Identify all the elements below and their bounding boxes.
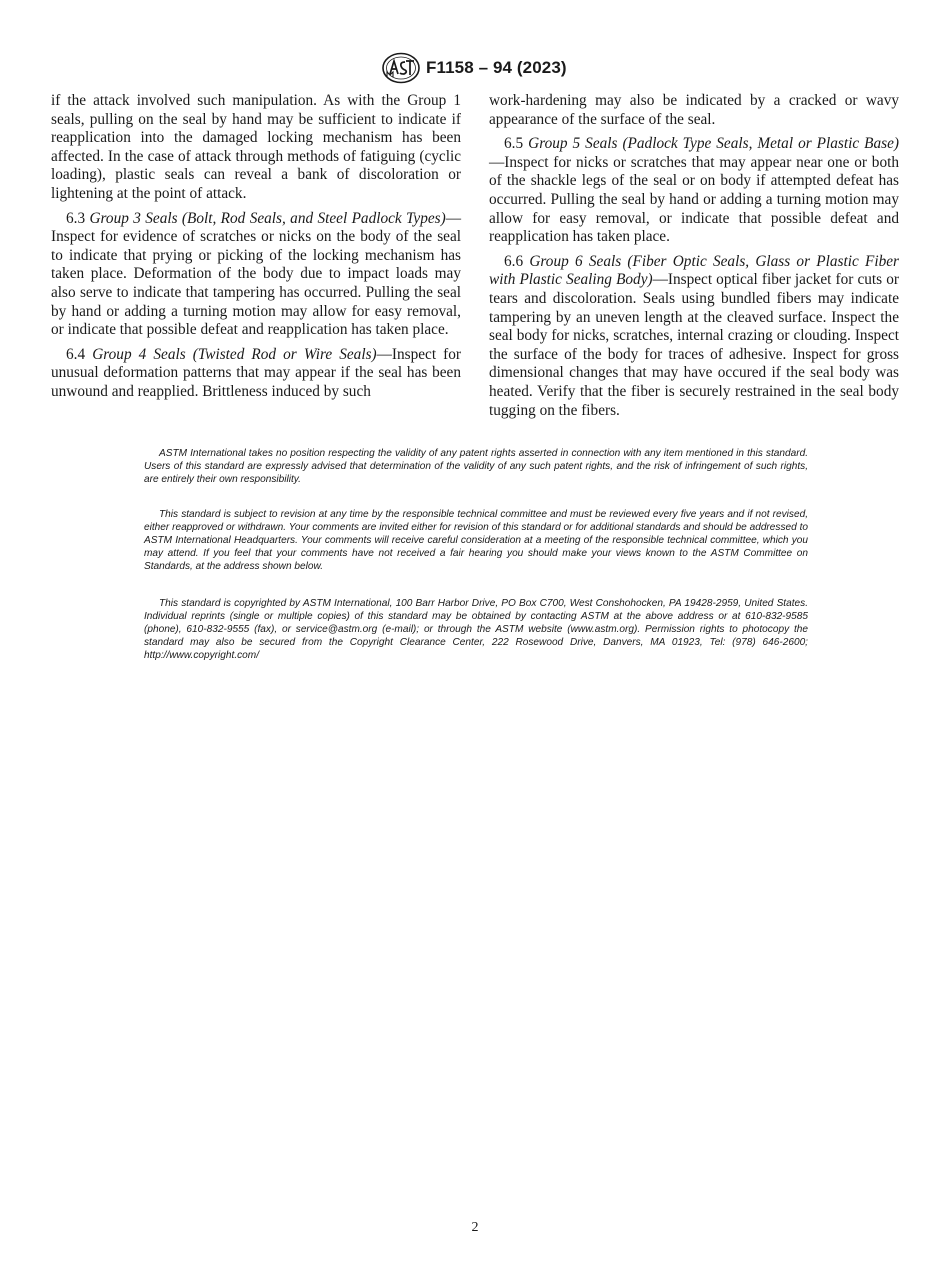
section-title: Group 5 Seals (Padlock Type Seals, Metal or Plastic Base) [528, 135, 899, 153]
section-text: —Inspect for evidence of scratches or nicks on the body of the seal to indicate that prying or picking of the locking mechanism has taken place. Deformation of the body due to impact loads may also serve to indicate that tampering has occurred. Pulling the seal by hand or adding a turning motion may allow for easy removal, or indicate that possible defeat and reapplication has taken place. [51, 209, 461, 339]
page-header [0, 52, 950, 84]
section-text: —Inspect optical fiber jacket for cuts or tears and discoloration. Seals using bundled fibers may indicate tampering by an uneven length at the cleaved surface. Inspect the seal body for nicks, scratches, internal crazing or clouding. Inspect the surface of the body for traces of adhesive. Inspect for gross dimensional changes that may have occured if the seal body was heated. Verify that the fiber is securely restrained in the seal body tugging on the fibers. [489, 271, 899, 419]
section-6-4 [51, 346, 461, 402]
astm-logo-icon [381, 52, 421, 84]
section-6-3 [51, 210, 461, 340]
revision-notice: This standard is subject to revision at any time by the responsible technical committee and must be reviewed every five years and if not revised, either reapproved or withdrawn. Your comments are invited either for revision of this standard or for additional standards and should be addressed to ASTM International Headquarters. Your comments will receive careful consideration at a meeting of the responsible technical committee, which you may attend. If you feel that your comments have not received a fair hearing you should make your views known to the ASTM Committee on Standards, at the address shown below. [144, 509, 808, 572]
left-column [51, 92, 461, 408]
page-number: 2 [471, 1220, 479, 1235]
section-6-6 [489, 253, 899, 420]
copyright-notice: This standard is copyrighted by ASTM International, 100 Barr Harbor Drive, PO Box C700, West Conshohocken, PA 19428-2959, United States. Individual reprints (single or multiple copies) of this standard may be obtained by contacting ASTM at the above address or at 610-832-9585 (phone), 610-832-9555 (fax), or service@astm.org (e-mail); or through the ASTM website (www.astm.org). Permission rights to photocopy the standard may also be secured from the Copyright Clearance Center, 222 Rosewood Drive, Danvers, MA 01923, Tel: (978) 646-2600; http://www.copyright.com/ [144, 598, 808, 661]
section-number: 6.5 [504, 135, 524, 153]
standard-designation: F1158 – 94 (2023) [426, 58, 567, 77]
patent-notice: ASTM International takes no position respecting the validity of any patent rights asserted in connection with any item mentioned in this standard. Users of this standard are expressly advised that determination of the validity of any such patent rights, and the risk of infringement of such rights, are entirely their own responsibility. [144, 448, 808, 485]
section-title: Group 6 Seals (Fiber Optic Seals, Glass or Plastic Fiber with Plastic Sealing Body) [489, 252, 899, 289]
continued-paragraph: work-hardening may also be indicated by a cracked or wavy appearance of the surface of the seal. [489, 92, 899, 128]
section-number: 6.4 [66, 345, 86, 363]
right-column [489, 92, 899, 426]
section-title: Group 3 Seals (Bolt, Rod Seals, and Steel Padlock Types) [89, 209, 446, 227]
section-title: Group 4 Seals (Twisted Rod or Wire Seals) [92, 345, 377, 363]
section-text: —Inspect for nicks or scratches that may appear near one or both of the shackle legs of the seal or on body if attempted defeat has occurred. Pulling the seal by hand or adding a turning motion may allow for easy removal, or indicate that possible defeat and reapplication has taken place. [489, 153, 899, 246]
section-number: 6.6 [504, 252, 524, 270]
section-text: —Inspect for unusual deformation patterns that may appear if the seal has been unwound and reapplied. Brittleness induced by such [51, 345, 462, 400]
continued-paragraph: if the attack involved such manipulation. As with the Group 1 seals, pulling on the seal by hand may be sufficient to indicate if reapplication into the damaged locking mechanism has been affected. In the case of attack through methods of fatiguing (cyclic loading), plastic seals can reveal a bank of discoloration or lightening at the point of attack. [51, 92, 461, 202]
section-6-5 [489, 135, 899, 247]
section-number: 6.3 [66, 209, 86, 227]
